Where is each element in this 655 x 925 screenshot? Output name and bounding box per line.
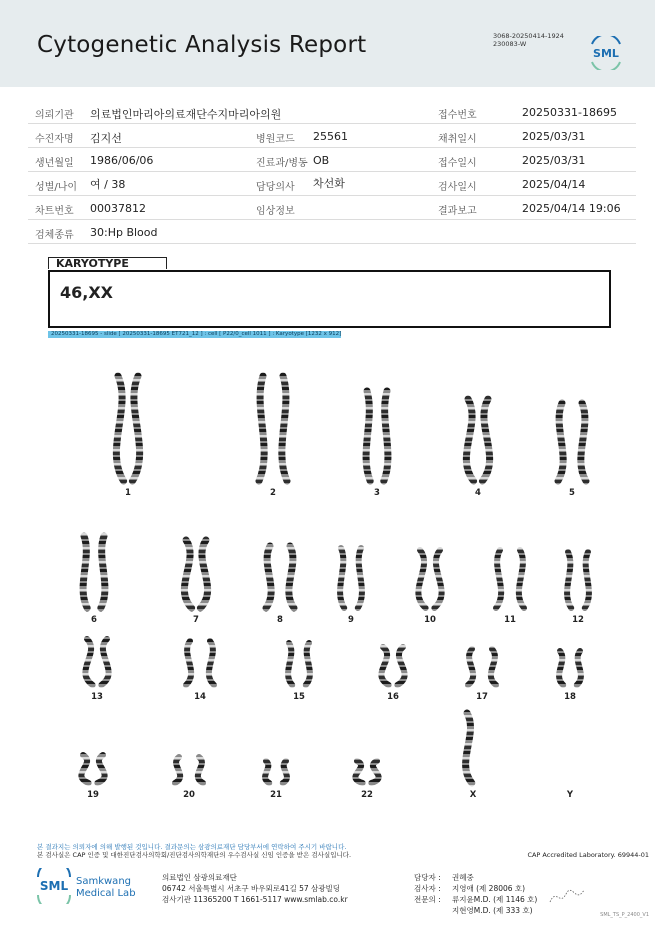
info-row xyxy=(28,124,636,148)
staff-role: 전문의 : xyxy=(414,895,441,904)
report-title: Cytogenetic Analysis Report xyxy=(37,32,367,58)
value-physician: 차선화 xyxy=(313,177,345,190)
chromosome-22-b xyxy=(371,761,378,783)
label-requesting-institution: 의뢰기관 xyxy=(35,110,74,121)
value-requesting-institution: 의료법인마리아의료재단수지마리아의원 xyxy=(90,108,282,121)
chromosome-3-a xyxy=(366,391,370,481)
chromosome-label-6: 6 xyxy=(91,615,97,625)
info-row xyxy=(28,172,636,196)
chromosome-label-20: 20 xyxy=(183,790,195,800)
addr-line2: 06742 서울특별시 서초구 바우뫼로41길 57 삼광빌딩 xyxy=(162,884,341,893)
chromosome-19-b xyxy=(97,755,104,783)
info-row xyxy=(28,196,636,220)
chromosome-label-13: 13 xyxy=(91,692,103,702)
chromosome-13-b xyxy=(101,639,108,685)
chromosome-label-x: X xyxy=(469,790,477,800)
chromosome-9-b xyxy=(358,548,362,608)
chromosome-13-a xyxy=(85,639,92,685)
chromosome-label-5: 5 xyxy=(569,488,575,498)
chromosome-2-a xyxy=(259,376,264,481)
lab-address xyxy=(162,872,348,905)
value-chart-number: 00037812 xyxy=(90,202,146,215)
cap-accreditation: CAP Accredited Laboratory. 69944-01 xyxy=(527,851,649,859)
chromosome-label-12: 12 xyxy=(572,615,584,625)
chromosome-14-a xyxy=(186,641,191,685)
label-birth-date: 생년월일 xyxy=(35,158,74,169)
chromosome-x xyxy=(466,713,472,783)
chromosome-22-a xyxy=(355,761,362,783)
staff-role: 담당자 : xyxy=(414,873,441,882)
chromosome-2-b xyxy=(282,376,287,481)
chromosome-label-15: 15 xyxy=(293,692,305,702)
label-specimen-type: 검체종류 xyxy=(35,230,74,241)
chromosome-1-b xyxy=(132,376,139,481)
staff-name: 류지윤M.D. (제 1146 호) xyxy=(452,895,538,904)
doc-id-line2: 230083-W xyxy=(493,40,527,48)
chromosome-6-b xyxy=(101,536,105,608)
chromosome-15-b xyxy=(306,643,310,685)
staff-role: 검사자 : xyxy=(414,884,441,893)
chromosome-4-b xyxy=(482,399,489,481)
chromosome-8-a xyxy=(266,546,271,608)
chromosome-19-a xyxy=(81,755,88,783)
label-clinical-info: 임상정보 xyxy=(256,206,295,217)
label-patient-name: 수진자명 xyxy=(35,134,74,145)
info-row xyxy=(28,220,636,244)
chromosome-17-a xyxy=(468,649,473,685)
staff-row xyxy=(414,872,537,883)
chromosome-label-21: 21 xyxy=(270,790,282,800)
footer-logo-text: SML xyxy=(39,879,69,893)
chromosome-21-a xyxy=(265,761,269,783)
samkwang-logo-icon xyxy=(36,868,156,904)
karyotype-result: 46,XX xyxy=(60,283,114,302)
chromosome-label-19: 19 xyxy=(87,790,99,800)
chromosome-1-a xyxy=(116,376,123,481)
chromosome-label-4: 4 xyxy=(475,488,481,498)
chromosome-10-b xyxy=(434,550,441,608)
chromosome-label-18: 18 xyxy=(564,692,576,702)
chromosome-label-17: 17 xyxy=(476,692,488,702)
chromosome-7-a xyxy=(184,540,191,608)
value-birth-date: 1986/06/06 xyxy=(90,154,154,167)
label-hospital-code: 병원코드 xyxy=(256,134,295,145)
chromosome-label-7: 7 xyxy=(193,615,199,625)
chromosome-6-a xyxy=(83,536,87,608)
value-patient-name: 김지선 xyxy=(90,132,122,145)
chromosome-16-a xyxy=(381,647,388,685)
value-accession-number: 20250331-18695 xyxy=(522,106,617,119)
staff-name: 권혜중 xyxy=(452,873,474,882)
label-chart-number: 차트번호 xyxy=(35,206,74,217)
chromosome-10-a xyxy=(418,550,425,608)
patient-info-table xyxy=(28,100,636,244)
label-physician: 담당의사 xyxy=(256,182,295,193)
chromosome-7-b xyxy=(200,540,207,608)
chromosome-label-2: 2 xyxy=(270,488,276,498)
chromosome-16-b xyxy=(397,647,404,685)
chromosome-label-y: Y xyxy=(566,790,574,800)
sml-logo-icon xyxy=(588,36,624,70)
staff-name: 지영애 (제 28006 호) xyxy=(452,884,526,893)
staff-list xyxy=(414,872,537,916)
footer-note-2: 본 검사실은 CAP 인증 및 대한진단검사의학회/진단검사의학재단의 우수검사실 신임 인증을 받은 검사실입니다. xyxy=(37,851,352,859)
staff-row xyxy=(414,894,537,905)
info-row xyxy=(28,100,636,124)
chromosome-5-a xyxy=(558,403,563,481)
chromosome-18-b xyxy=(577,651,581,685)
label-test-date: 검사일시 xyxy=(438,182,477,193)
signature-scribble-icon xyxy=(548,884,588,908)
value-report-date: 2025/04/14 19:06 xyxy=(522,202,621,215)
chromosome-9-a xyxy=(340,548,344,608)
chromosome-label-11: 11 xyxy=(504,615,516,625)
chromosome-15-a xyxy=(288,643,292,685)
chromosome-label-10: 10 xyxy=(424,615,436,625)
value-sex-age: 여 / 38 xyxy=(90,178,126,191)
chromosome-11-a xyxy=(496,550,501,608)
label-accession-number: 접수번호 xyxy=(438,110,477,121)
label-report-date: 결과보고 xyxy=(438,206,477,217)
chromosome-20-b xyxy=(198,757,203,783)
logo-text: SML xyxy=(593,47,619,60)
footer-logo-line1: Samkwang xyxy=(76,876,131,887)
label-sex-age: 성별/나이 xyxy=(35,182,78,193)
addr-line1: 의료법인 삼광의료재단 xyxy=(162,873,237,882)
form-version: SML_TS_P_2400_V1 xyxy=(600,912,649,918)
chromosome-label-16: 16 xyxy=(387,692,399,702)
label-collection-date: 채취일시 xyxy=(438,134,477,145)
karyogram-image xyxy=(40,345,620,815)
value-specimen-type: 30:Hp Blood xyxy=(90,226,158,239)
staff-row xyxy=(414,905,537,916)
chromosome-18-a xyxy=(559,651,563,685)
chromosome-label-9: 9 xyxy=(348,615,354,625)
doc-id-line1: 3068-20250414-1924 xyxy=(493,32,564,40)
value-test-date: 2025/04/14 xyxy=(522,178,586,191)
info-row xyxy=(28,148,636,172)
karyotype-result-box xyxy=(48,270,611,328)
chromosome-label-1: 1 xyxy=(125,488,131,498)
value-hospital-code: 25561 xyxy=(313,130,348,143)
chromosome-14-b xyxy=(209,641,214,685)
footer-logo-line2: Medical Lab xyxy=(76,888,136,899)
staff-name: 지현영M.D. (제 333 호) xyxy=(452,906,533,915)
karyotype-label: KARYOTYPE xyxy=(48,257,167,269)
staff-row xyxy=(414,883,537,894)
chromosome-21-b xyxy=(283,761,287,783)
chromosome-12-b xyxy=(585,552,589,608)
addr-line3: 검사기관 11365200 T 1661-5117 www.smlab.co.kr xyxy=(162,895,348,904)
karyogram-caption: 20250331-18695 - slide [ 20250331-18695 ET721_12 ] : cell [ P22/0_cell 1011 ] : Karyotype [1232 x 912] xyxy=(48,331,341,338)
chromosome-label-3: 3 xyxy=(374,488,380,498)
chromosome-label-22: 22 xyxy=(361,790,373,800)
chromosome-11-b xyxy=(519,550,524,608)
chromosome-label-14: 14 xyxy=(194,692,206,702)
chromosome-8-b xyxy=(289,546,294,608)
value-collection-date: 2025/03/31 xyxy=(522,130,586,143)
chromosome-3-b xyxy=(384,391,388,481)
chromosome-17-b xyxy=(491,649,496,685)
value-department: OB xyxy=(313,154,330,167)
chromosome-12-a xyxy=(567,552,571,608)
chromosome-4-a xyxy=(466,399,473,481)
label-department: 진료과/병동 xyxy=(256,158,308,169)
chromosome-label-8: 8 xyxy=(277,615,283,625)
label-received-date: 접수일시 xyxy=(438,158,477,169)
chromosome-5-b xyxy=(581,403,586,481)
value-received-date: 2025/03/31 xyxy=(522,154,586,167)
chromosome-20-a xyxy=(175,757,180,783)
document-id xyxy=(493,32,564,48)
footer-note-1: 본 결과지는 의뢰자에 의해 발행된 것입니다. 결과문의는 삼광의료재단 담당부서에 연락하여 주시기 바랍니다. xyxy=(37,843,347,851)
